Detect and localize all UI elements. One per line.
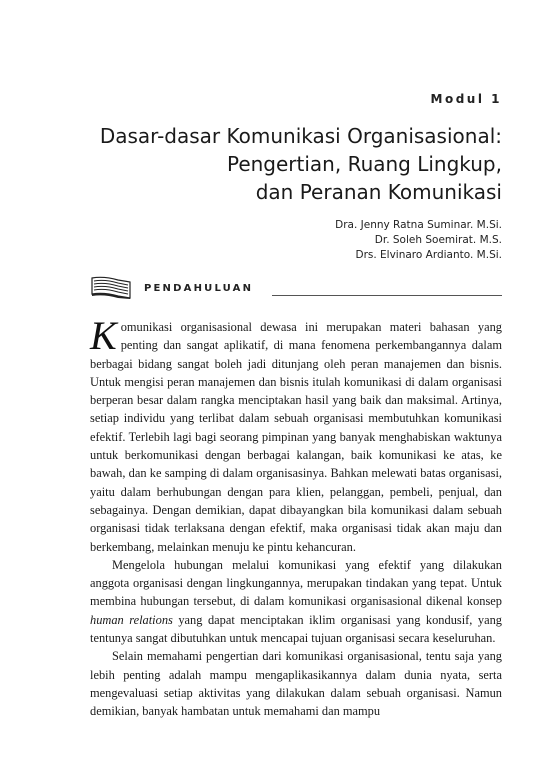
- section-title: PENDAHULUAN: [144, 283, 254, 294]
- paragraph-3: [90, 647, 502, 720]
- author-name: Dr. Soleh Soemirat. M.S.: [374, 234, 502, 246]
- author-list: [335, 218, 502, 263]
- author-name: Drs. Elvinaro Ardianto. M.Si.: [355, 249, 502, 261]
- section-divider: [272, 295, 502, 296]
- body-text: [90, 313, 502, 721]
- paragraph-2-italic-term: human relations: [90, 612, 173, 627]
- paragraph-2: [90, 556, 502, 647]
- chapter-title: [82, 122, 502, 206]
- author-name: Dra. Jenny Ratna Suminar. M.Si.: [335, 219, 502, 231]
- drop-cap: K: [90, 313, 117, 358]
- paragraph-1: [90, 313, 502, 556]
- paragraph-2-text-b: yang dapat menciptakan iklim organisasi yang kondusif, yang tentunya sangat dibutuhkan untuk mencapai tujuan organisasi secara keseluruhan.: [90, 612, 502, 646]
- paragraph-3-text: Selain memahami pengertian dari komunikasi organisasional, tentu saja yang lebih penting adalah mampu mengaplikasikannya dalam dunia nyata, serta mengevaluasi setiap aktivitas yang dilakukan dalam sebuah organisasi. Namun demikian, banyak hambatan untuk memahami dan mampu: [90, 649, 502, 719]
- section-heading: [90, 276, 502, 300]
- paragraph-2-text-a: Mengelola hubungan melalui komunikasi yang efektif yang dilakukan anggota organisasi dengan lingkungannya, merupakan tindakan yang tepat. Untuk membina hubungan tersebut, di dalam komunikasi organisasional dikenal konsep: [90, 557, 502, 609]
- module-label: Modul 1: [430, 92, 502, 106]
- chapter-title-line-2: Pengertian, Ruang Lingkup,: [226, 152, 502, 176]
- chapter-title-line-1: Dasar-dasar Komunikasi Organisasional:: [99, 124, 502, 148]
- paragraph-1-text: omunikasi organisasional dewasa ini merupakan materi bahasan yang penting dan sangat aplikatif, di mana fenomena perkembangannya dalam berbagai bidang sangat boleh jadi ditunjang oleh peran manajemen dan bisnis. Untuk mengisi peran manajemen dan bisnis itulah komunikasi di dalam organisasi berperan besar dalam rangka menciptakan hasil yang baik dan maksimal. Artinya, setiap individu yang terlibat dalam sebuah organisasi membutuhkan komunikasi efektif. Terlebih lagi bagi seorang pimpinan yang banyak menghabiskan waktunya untuk berkomunikasi dengan berbagai kalangan, baik komunikasi ke atas, ke bawah, dan ke samping di dalam organisasinya. Bahkan melewati batas organisasi, yaitu dalam berhubungan dengan para klien, pelanggan, pembeli, penjual, dan sebagainya. Dengan demikian, dapat dibayangkan bila komunikasi dalam sebuah organisasi tidak terlaksana dengan efektif, maka organisasi tidak akan maju dan berkembang, melainkan menuju ke pintu kehancuran.: [90, 320, 502, 554]
- chapter-title-line-3: dan Peranan Komunikasi: [255, 180, 502, 204]
- book-pages-icon: [90, 276, 134, 300]
